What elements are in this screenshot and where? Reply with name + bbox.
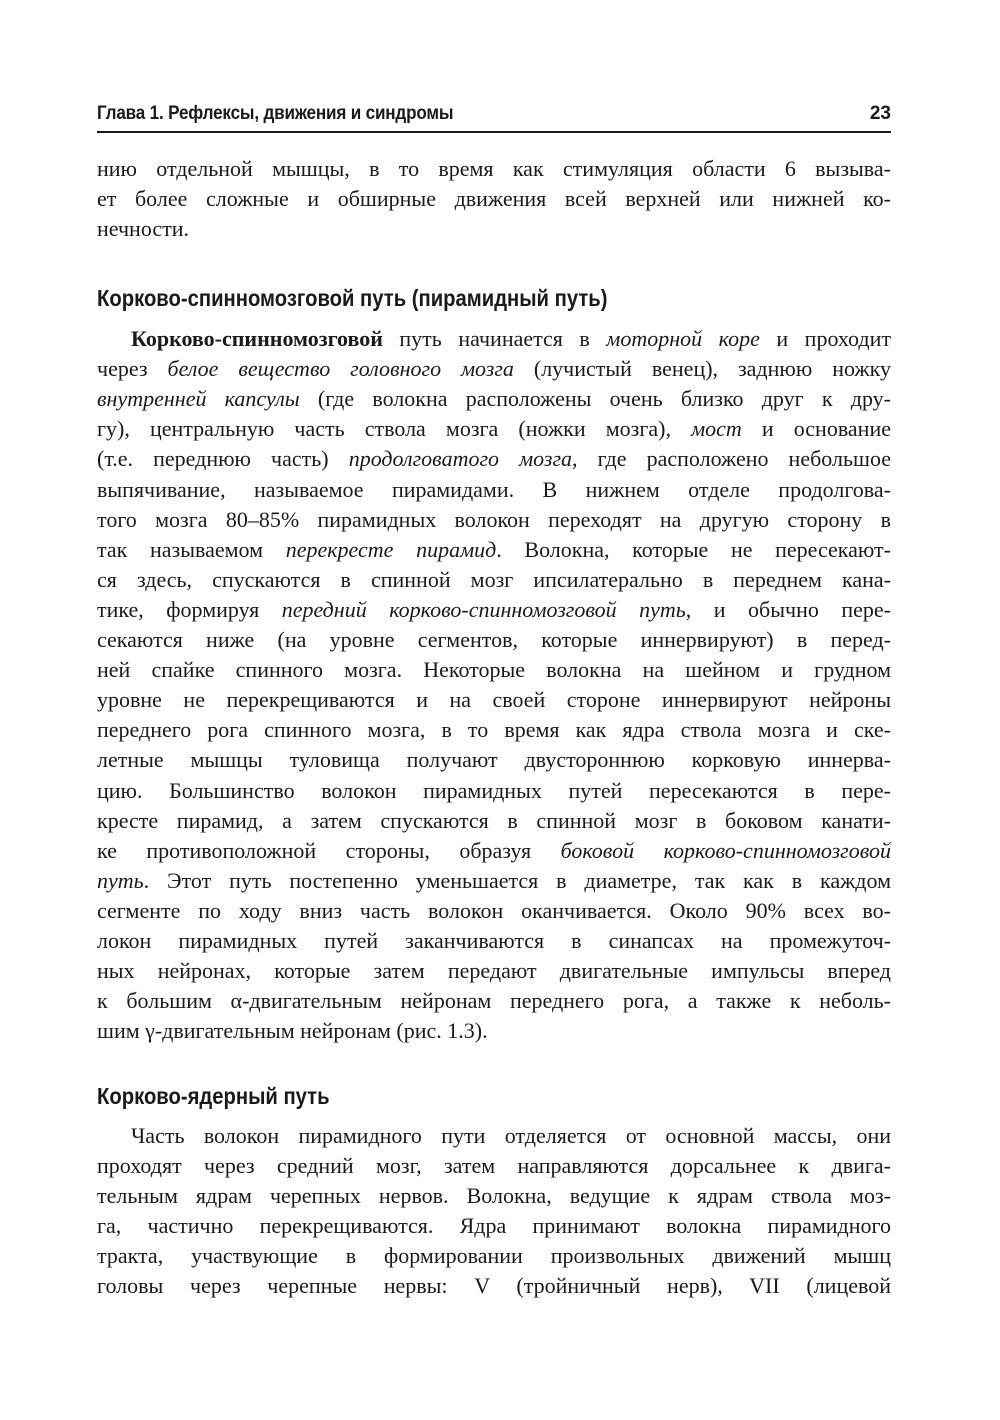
paragraph-line <box>97 384 891 414</box>
paragraph-line <box>97 986 891 1016</box>
italic-term: передний корково-спинномозговой путь <box>281 597 686 622</box>
section-heading-pyramidal: Корково-спинномозговой путь (пирамидный путь) <box>97 285 608 311</box>
text-run: , и обычно пере- <box>685 597 891 622</box>
paragraph-line <box>97 535 891 565</box>
paragraph-line <box>97 1016 891 1046</box>
text-run: выпячивание, называемое пирамидами. В нижнем отделе продолгова- <box>97 477 891 502</box>
italic-term: путь <box>97 868 144 893</box>
text-run: ных нейронах, которые затем передают двигательные импульсы вперед <box>97 958 891 983</box>
header-rule <box>97 131 891 133</box>
text-run: летные мышцы туловища получают двустороннюю корковую иннерва- <box>97 747 891 772</box>
text-run: ке противоположной стороны, образуя <box>97 838 561 863</box>
text-run: ся здесь, спускаются в спинной мозг ипсилатерально в переднем кана- <box>97 567 891 592</box>
text-run: (где волокна расположены очень близко друг к дру- <box>299 386 892 411</box>
paragraph-line <box>97 354 891 384</box>
text-run: гу), центральную часть ствола мозга (ножки мозга), <box>97 416 692 441</box>
chapter-title: Глава 1. Рефлексы, движения и синдромы <box>97 103 454 124</box>
paragraph-line <box>97 505 891 535</box>
paragraph-line: Часть волокон пирамидного пути отделяется от основной массы, они <box>131 1123 891 1148</box>
paragraph-line: проходят через средний мозг, затем направляются дорсальнее к двига- <box>97 1153 891 1178</box>
italic-term: белое вещество головного мозга <box>167 356 514 381</box>
paragraph-line: тракта, участвующие в формировании произвольных движений мышц <box>97 1243 891 1268</box>
text-run: и проходит <box>759 326 892 351</box>
text-run: так называемом <box>97 537 286 562</box>
text-run: и основание <box>741 416 891 441</box>
section-heading-corticonuclear: Корково-ядерный путь <box>97 1083 330 1109</box>
italic-term: моторной коре <box>606 326 760 351</box>
paragraph-line <box>97 776 891 806</box>
text-run: того мозга 80–85% пирамидных волокон переходят на другую сторону в <box>97 507 891 532</box>
page-number: 23 <box>869 103 891 124</box>
paragraph-line <box>97 685 891 715</box>
paragraph-line <box>97 625 891 655</box>
text-run: цию. Большинство волокон пирамидных путей пересекаются в пере- <box>97 778 891 803</box>
paragraph-line <box>97 896 891 926</box>
text-run: через <box>97 356 168 381</box>
running-head <box>97 100 812 130</box>
paragraph-line <box>97 565 891 595</box>
text-run: . Волокна, которые не пересекают- <box>496 537 891 562</box>
text-run: ней спайке спинного мозга. Некоторые волокна на шейном и грудном <box>97 657 891 682</box>
paragraph-line <box>97 414 891 444</box>
italic-term: мост <box>691 416 742 441</box>
intro-line: ет более сложные и обширные движения всей верхней или нижней ко- <box>97 186 891 211</box>
text-run: , где расположено небольшое <box>572 446 891 471</box>
italic-term: внутренней капсулы <box>97 386 300 411</box>
paragraph-line <box>97 745 891 775</box>
paragraph-line: га, частично перекрещиваются. Ядра принимают волокна пирамидного <box>97 1213 891 1238</box>
paragraph-line <box>97 806 891 836</box>
text-run: уровне не перекрещиваются и на своей стороне иннервируют нейроны <box>97 687 891 712</box>
text-run: переднего рога спинного мозга, в то время как ядра ствола мозга и ске- <box>97 717 891 742</box>
text-run: сегменте по ходу вниз часть волокон оканчивается. Около 90% всех во- <box>97 898 891 923</box>
italic-term: продолговатого мозга <box>348 446 573 471</box>
intro-line: нию отдельной мышцы, в то время как стимуляция области 6 вызыва- <box>97 156 891 181</box>
paragraph-line: головы через черепные нервы: V (тройничный нерв), VII (лицевой <box>97 1273 891 1298</box>
paragraph-line <box>97 715 891 745</box>
paragraph-line <box>131 324 891 354</box>
text-run: тике, формируя <box>97 597 282 622</box>
intro-line: нечности. <box>97 216 190 241</box>
italic-term: боковой корково-спинномозговой <box>560 838 891 863</box>
text-run: кресте пирамид, а затем спускаются в спинной мозг в боковом канати- <box>97 808 891 833</box>
text-run: секаются ниже (на уровне сегментов, которые иннервируют) в перед- <box>97 627 891 652</box>
paragraph-line <box>97 595 891 625</box>
text-run: локон пирамидных путей заканчиваются в синапсах на промежуточ- <box>97 928 891 953</box>
paragraph-line <box>97 475 891 505</box>
text-run: к большим α-двигательным нейронам переднего рога, а также к неболь- <box>97 988 891 1013</box>
paragraph-line <box>97 655 891 685</box>
italic-term: перекресте пирамид <box>285 537 497 562</box>
text-run: (т.е. переднюю часть) <box>97 446 349 471</box>
text-run: . Этот путь постепенно уменьшается в диаметре, так как в каждом <box>143 868 891 893</box>
text-run: шим γ-двигательным нейронам (рис. 1.3). <box>97 1018 488 1043</box>
paragraph-line <box>97 866 891 896</box>
text-run: (лучистый венец), заднюю ножку <box>513 356 892 381</box>
paragraph-line: тельным ядрам черепных нервов. Волокна, ведущие к ядрам ствола моз- <box>97 1183 891 1208</box>
paragraph-line <box>97 836 891 866</box>
paragraph-line <box>97 444 891 474</box>
paragraph-line <box>97 956 891 986</box>
paragraph-line <box>97 926 891 956</box>
bold-term: Корково-спинномозговой <box>131 326 383 351</box>
text-run: путь начинается в <box>382 326 607 351</box>
